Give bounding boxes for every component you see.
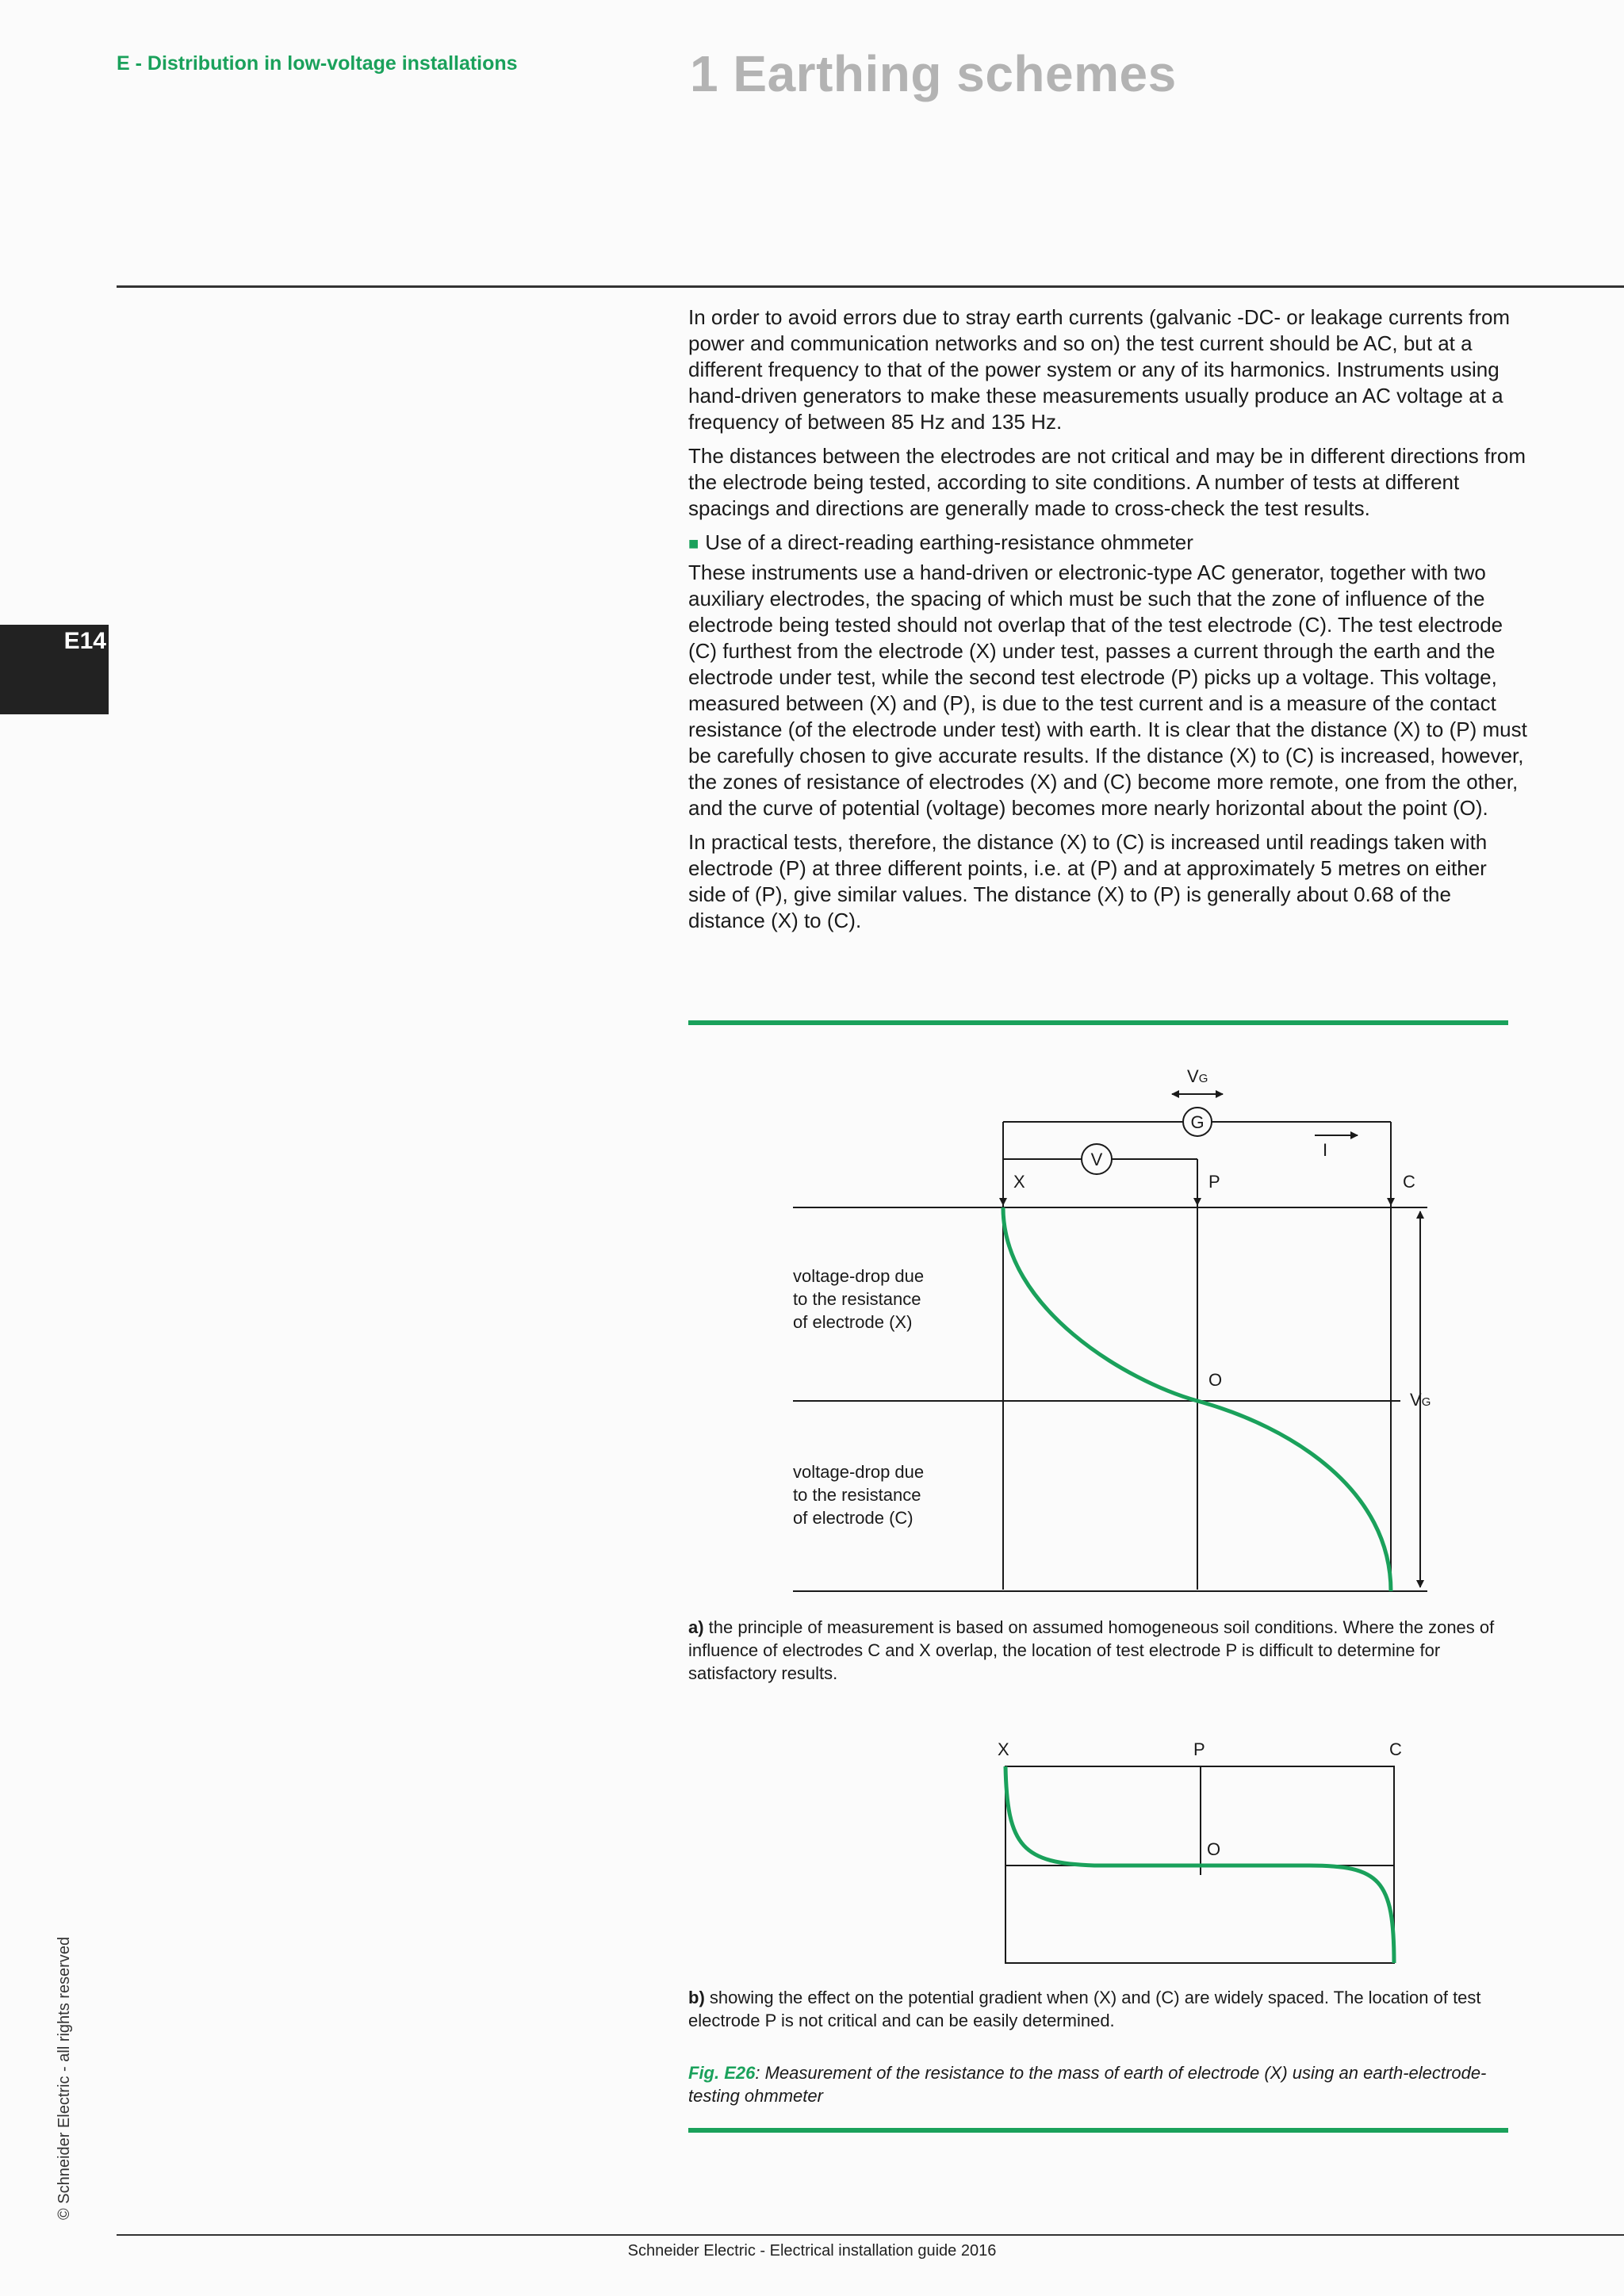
footer-text: Schneider Electric - Electrical installation guide 2016 xyxy=(627,2242,997,2260)
electrode-c-label-b: C xyxy=(1389,1739,1402,1759)
figure-top-rule xyxy=(688,1020,1508,1025)
electrode-p-label-b: P xyxy=(1193,1739,1205,1759)
current-label: I xyxy=(1323,1140,1328,1160)
electrode-x-label-b: X xyxy=(998,1739,1009,1759)
page-tab-label: E14 xyxy=(63,628,106,654)
figure-title-text: : Measurement of the resistance to the mass of earth of electrode (X) using an earth-electrode-testing ohmmeter xyxy=(688,2063,1487,2106)
figure-bottom-rule xyxy=(688,2128,1508,2133)
copyright-notice: © Schneider Electric - all rights reserved xyxy=(56,1936,73,2220)
figure-title xyxy=(688,2061,1513,2107)
paragraph-ohmmeter: These instruments use a hand-driven or electronic-type AC generator, together with two auxiliary electrodes, the spacing of which must be such that the zone of influence of the electrode being tested should not overlap that of the test electrode (C). The test electrode (C) furthest from the electrode (X) under test, passes a current through the earth and the electrode under test, while the second test electrode (P) picks up a voltage. This voltage, measured between (X) and (P), is due to the test current and is a measure of the contact resistance (of the electrode under test) with earth. It is clear that the distance (X) to (P) must be carefully chosen to give accurate results. If the distance (X) to (C) is increased, however, the zones of resistance of electrodes (X) and (C) become more remote, one from the other, and the curve of potential (voltage) becomes more nearly horizontal about the point (O). xyxy=(688,561,1527,820)
section-label: E - Distribution in low-voltage installations xyxy=(117,52,518,75)
diagram-a xyxy=(785,1058,1435,1598)
paragraph-stray-currents: In order to avoid errors due to stray earth currents (galvanic -DC- or leakage currents from power and communication networks and so on) the test current should be AC, but at a different frequency to that of the power system or any of its harmonics. Instruments using hand-driven generators to make these measurements usually produce an AC voltage at a frequency of between 85 Hz and 135 Hz. xyxy=(688,305,1511,434)
voltmeter-label: V xyxy=(1090,1150,1103,1169)
note-voltage-drop-c: voltage-drop due to the resistance of electrode (C) xyxy=(793,1462,925,1528)
bullet-square-icon: ■ xyxy=(688,534,699,553)
footer-rule xyxy=(117,2234,1624,2236)
point-o-label: O xyxy=(1208,1370,1223,1390)
diagram-b xyxy=(983,1728,1411,1974)
caption-a: a) the principle of measurement is based on assumed homogeneous soil conditions. Where the zones of influence of electrodes C and X overlap, the location of test electrode P is difficult to determine for satisfactory results. xyxy=(688,1617,1495,1683)
header-rule xyxy=(117,285,1624,288)
electrode-c-label: C xyxy=(1403,1172,1415,1192)
generator-label: G xyxy=(1190,1112,1205,1132)
vg-right-label: VG xyxy=(1410,1390,1431,1410)
point-o-label-b: O xyxy=(1207,1839,1221,1859)
paragraph-electrode-distances: The distances between the electrodes are not critical and may be in different directions from the electrode being tested, according to site conditions. A number of tests at different spacings and directions are generally made to cross-check the test results. xyxy=(688,444,1526,520)
caption-b: b) showing the effect on the potential gradient when (X) and (C) are widely spaced. The location of test electrode P is not critical and can be easily determined. xyxy=(688,1988,1481,2030)
paragraph-practical-tests: In practical tests, therefore, the distance (X) to (C) is increased until readings taken with electrode (P) at three different points, i.e. at (P) and at approximately 5 metres on either side of (P), give similar values. The distance (X) to (P) is generally about 0.68 of the distance (X) to (C). xyxy=(688,830,1488,932)
bullet-heading-text: Use of a direct-reading earthing-resistance ohmmeter xyxy=(705,530,1193,554)
vg-top-label: VG xyxy=(1187,1066,1208,1086)
figure-number: Fig. E26 xyxy=(688,2063,756,2083)
note-voltage-drop-x: voltage-drop due to the resistance of electrode (X) xyxy=(793,1266,925,1332)
body-text xyxy=(688,304,1529,942)
chapter-title: 1 Earthing schemes xyxy=(690,45,1177,102)
electrode-x-label: X xyxy=(1013,1172,1025,1192)
bullet-heading xyxy=(688,530,1529,557)
electrode-p-label: P xyxy=(1208,1172,1220,1192)
